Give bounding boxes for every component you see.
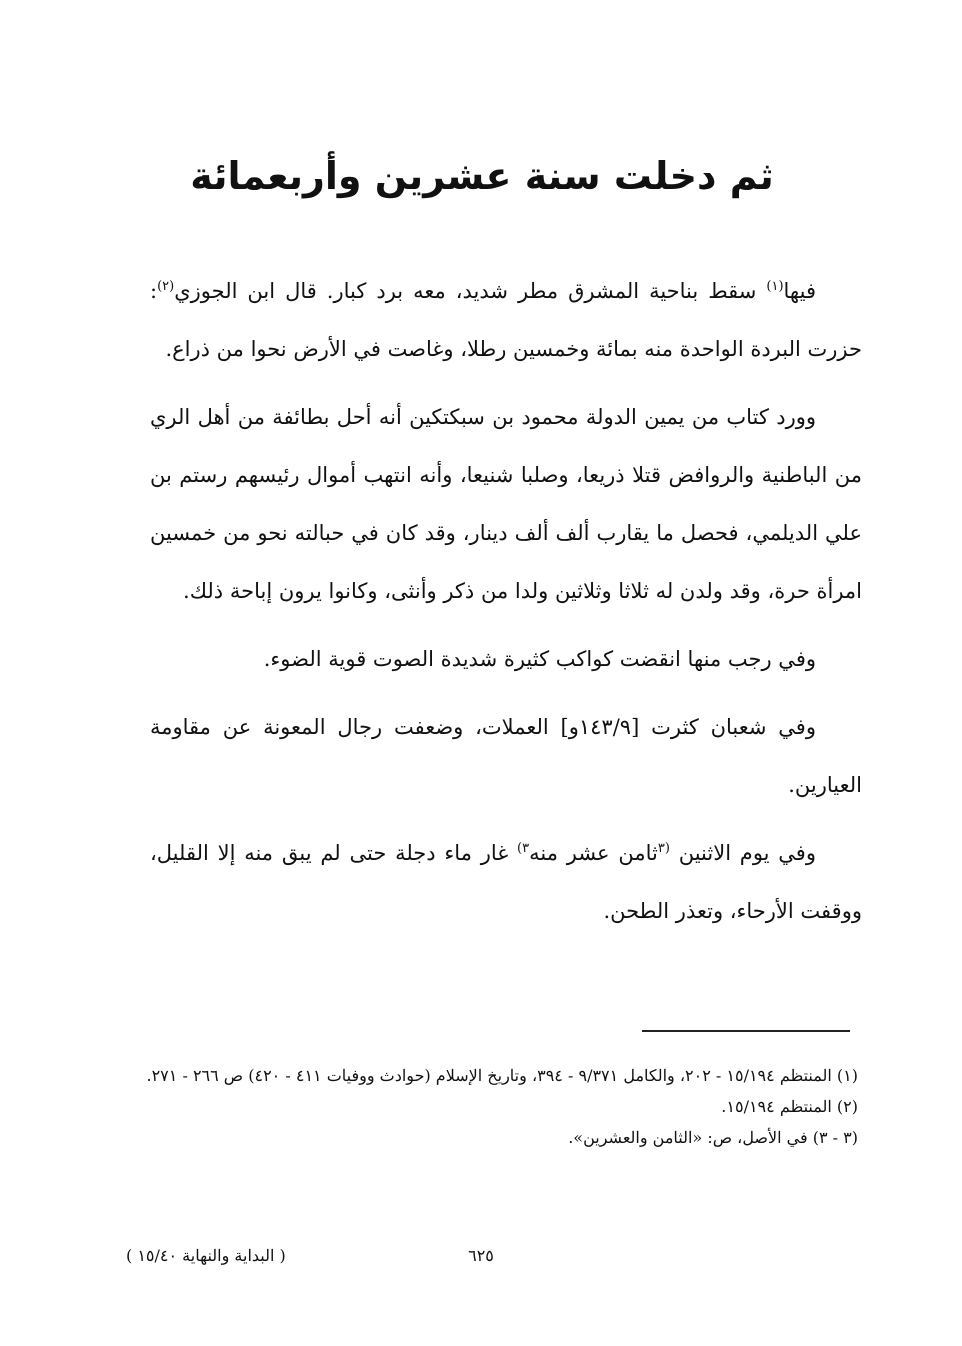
footnote-1: (١) المنتظم ١٥/١٩٤ - ٢٠٢، والكامل ٩/٣٧١ - ٣٩٤، وتاريخ الإسلام (حوادث ووفيات ٤١١ - ٤٢٠) ص ٢٦٦ - ٢٧١.	[146, 1066, 858, 1085]
footnote-3: (٣ - ٣) في الأصل، ص: «الثامن والعشرين».	[568, 1128, 858, 1147]
paragraph-letter: وورد كتاب من يمين الدولة محمود بن سبكتكين أنه أحل بطائفة من أهل الري من الباطنية والروافض قتلا ذريعا، وصلبا شنيعا، وأنه انتهب أموال رئيسهم رستم بن علي الديلمي، فحصل ما يقارب ألف ألف دينار، وقد كان في حبالته نحو من خمسين امرأة حرة، وقد ولدن له ثلاثا وثلاثين ولدا من ذكر وأنثى، وكانوا يرون إباحة ذلك.	[150, 405, 862, 603]
footnotes	[128, 1060, 858, 1153]
chapter-title: ثم دخلت سنة عشرين وأربعمائة	[190, 154, 774, 198]
footnote-ref[interactable]: ٣)	[517, 841, 530, 856]
paragraph-text: سقط بناحية المشرق مطر شديد، معه برد كبار. قال ابن الجوزي	[174, 279, 767, 303]
paragraph-rajab: وفي رجب منها انقضت كواكب كثيرة شديدة الصوت قوية الضوء.	[263, 647, 816, 671]
paragraph-text: غار ماء دجلة حتى لم يبق منه إلا القليل، ووقفت الأرحاء، وتعذر الطحن.	[150, 841, 862, 923]
footnote-separator	[642, 1030, 850, 1032]
paragraph-shaban: وفي شعبان كثرت [١٤٣/٩و] العملات، وضعفت رجال المعونة عن مقاومة العيارين.	[150, 715, 862, 797]
body-text	[150, 262, 862, 950]
paragraph-text: فيها	[783, 279, 816, 303]
footnote-ref[interactable]: (٣	[657, 841, 670, 856]
paragraph-monday	[150, 824, 862, 940]
paragraph-text: : حزرت البردة الواحدة منه بمائة وخمسين رطلا، وغاصت في الأرض نحوا من ذراع.	[150, 279, 862, 361]
footnote-ref[interactable]: (٢)	[157, 279, 175, 294]
paragraph-hail	[150, 262, 862, 378]
footnote-ref[interactable]: (١)	[766, 279, 784, 294]
source-reference: ( البداية والنهاية ١٥/٤٠ )	[126, 1246, 286, 1265]
paragraph-text: وفي يوم الاثنين	[669, 841, 816, 865]
page-number: ٦٢٥	[468, 1246, 494, 1265]
footnote-2: (٢) المنتظم ١٥/١٩٤.	[721, 1097, 858, 1116]
paragraph-text: ثامن عشر منه	[529, 841, 658, 865]
